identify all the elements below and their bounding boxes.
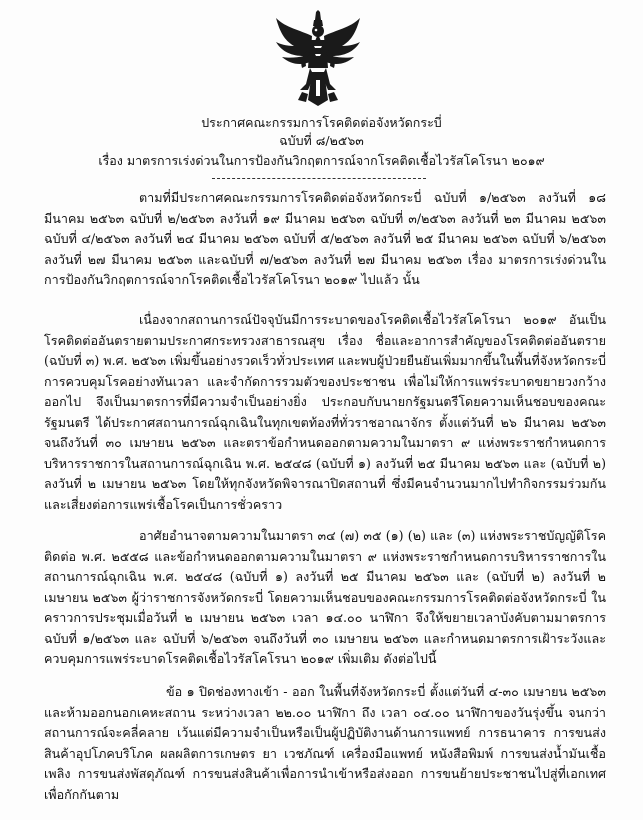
garuda-emblem-icon bbox=[272, 10, 364, 108]
title-separator bbox=[212, 178, 426, 179]
paragraph-2: เนื่องจากสถานการณ์ปัจจุบันมีการระบาดของโรคติดเชื้อไวรัสโคโรนา ๒๐๑๙ อันเป็นโรคติดต่ออันตรายตามประกาศกระทรวงสาธารณสุข เรื่อง ชื่อและอาการสำคัญของโรคติดต่ออันตราย (ฉบับที่ ๓) พ.ศ. ๒๕๖๓ เพิ่มขึ้นอย่างรวดเร็วทั่วประเทศ และพบผู้ป่วยยืนยันเพิ่มมากขึ้นในพื้นที่จังหวัดกระบี่ การควบคุมโรคอย่างทันเวลา และจำกัดการรวมตัวของประชาชน เพื่อไม่ให้การแพร่ระบาดขยายวงกว้างออกไป จึงเป็นมาตรการที่มีความจำเป็นอย่างยิ่ง ประกอบกับนายกรัฐมนตรีโดยความเห็นชอบของคณะรัฐมนตรี ได้ประกาศสถานการณ์ฉุกเฉินในทุกเขตท้องที่ทั่วราชอาณาจักร ตั้งแต่วันที่ ๒๖ มีนาคม ๒๕๖๓ จนถึงวันที่ ๓๐ เมษายน ๒๕๖๓ และตราข้อกำหนดออกตามความในมาตรา ๙ แห่งพระราชกำหนดการบริหารราชการในสถานการณ์ฉุกเฉิน พ.ศ. ๒๕๔๘ (ฉบับที่ ๑) ลงวันที่ ๒๕ มีนาคม ๒๕๖๓ และ (ฉบับที่ ๒) ลงวันที่ ๒ เมษายน ๒๕๖๓ โดยให้ทุกจังหวัดพิจารณาปิดสถานที่ ซึ่งมีคนจำนวนมากไปทำกิจกรรมร่วมกัน และเสี่ยงต่อการแพร่เชื้อโรคเป็นการชั่วคราว bbox=[44, 312, 607, 512]
issue-number: ฉบับที่ ๘/๒๕๖๓ bbox=[279, 133, 364, 148]
document-title: ประกาศคณะกรรมการโรคติดต่อจังหวัดกระบี่ bbox=[201, 115, 442, 130]
document-subject: เรื่อง มาตรการเร่งด่วนในการป้องกันวิกฤตการณ์จากโรคติดเชื้อไวรัสโคโรนา ๒๐๑๙ bbox=[98, 153, 545, 168]
paragraph-1: ตามที่มีประกาศคณะกรรมการโรคติดต่อจังหวัดกระบี่ ฉบับที่ ๑/๒๕๖๓ ลงวันที่ ๑๘ มีนาคม ๒๕๖๓ ฉบับที่ ๒/๒๕๖๓ ลงวันที่ ๑๙ มีนาคม ๒๕๖๓ ฉบับที่ ๓/๒๕๖๓ ลงวันที่ ๒๓ มีนาคม ๒๕๖๓ ฉบับที่ ๔/๒๕๖๓ ลงวันที่ ๒๔ มีนาคม ๒๕๖๓ ฉบับที่ ๕/๒๕๖๓ ลงวันที่ ๒๕ มีนาคม ๒๕๖๓ ฉบับที่ ๖/๒๕๖๓ ลงวันที่ ๒๗ มีนาคม ๒๕๖๓ และฉบับที่ ๗/๒๕๖๓ ลงวันที่ ๒๗ มีนาคม ๒๕๖๓ เรื่อง มาตรการเร่งด่วนในการป้องกันวิกฤตการณ์จากโรคติดเชื้อไวรัสโคโรนา ๒๐๑๙ ไปแล้ว นั้น bbox=[44, 190, 606, 287]
paragraph-3: อาศัยอำนาจตามความในมาตรา ๓๔ (๗) ๓๕ (๑) (๒) และ (๓) แห่งพระราชบัญญัติโรคติดต่อ พ.ศ. ๒๕๕๘ และข้อกำหนดออกตามความในมาตรา ๙ แห่งพระราชกำหนดการบริหารราชการในสถานการณ์ฉุกเฉิน พ.ศ. ๒๕๔๘ (ฉบับที่ ๑) ลงวันที่ ๒๕ มีนาคม ๒๕๖๓ และ (ฉบับที่ ๒) ลงวันที่ ๒ เมษายน ๒๕๖๓ ผู้ว่าราชการจังหวัดกระบี่ โดยความเห็นชอบของคณะกรรมการโรคติดต่อจังหวัดกระบี่ ในคราวการประชุมเมื่อวันที่ ๒ เมษายน ๒๕๖๓ เวลา ๑๔.๐๐ นาฬิกา จึงให้ขยายเวลาบังคับตามมาตรการฉบับที่ ๑/๒๕๖๓ และ ฉบับที่ ๖/๒๕๖๓ จนถึงวันที่ ๓๐ เมษายน ๒๕๖๓ และกำหนดมาตรการเฝ้าระวังและควบคุมการแพร่ระบาดโรคติดเชื้อไวรัสโคโรนา ๒๐๑๙ เพิ่มเติม ดังต่อไปนี้ bbox=[44, 528, 606, 666]
paragraph-4: ข้อ ๑ ปิดช่องทางเข้า - ออก ในพื้นที่จังหวัดกระบี่ ตั้งแต่วันที่ ๔-๓๐ เมษายน ๒๕๖๓ และห้ามออกนอกเคหะสถาน ระหว่างเวลา ๒๒.๐๐ นาฬิกา ถึง เวลา ๐๔.๐๐ นาฬิกาของวันรุ่งขึ้น จนกว่าสถานการณ์จะคลี่คลาย เว้นแต่มีความจำเป็นหรือเป็นผู้ปฏิบัติงานด้านการแพทย์ การธนาคาร การขนส่งสินค้าอุปโภคบริโภค ผลผลิตการเกษตร ยา เวชภัณฑ์ เครื่องมือแพทย์ หนังสือพิมพ์ การขนส่งน้ำมันเชื้อเพลิง การขนส่งพัสดุภัณฑ์ การขนส่งสินค้าเพื่อการนำเข้าหรือส่งออก การขนย้ายประชาชนไปสู่ที่เอกเทศเพื่อกักกันตาม bbox=[44, 684, 606, 802]
